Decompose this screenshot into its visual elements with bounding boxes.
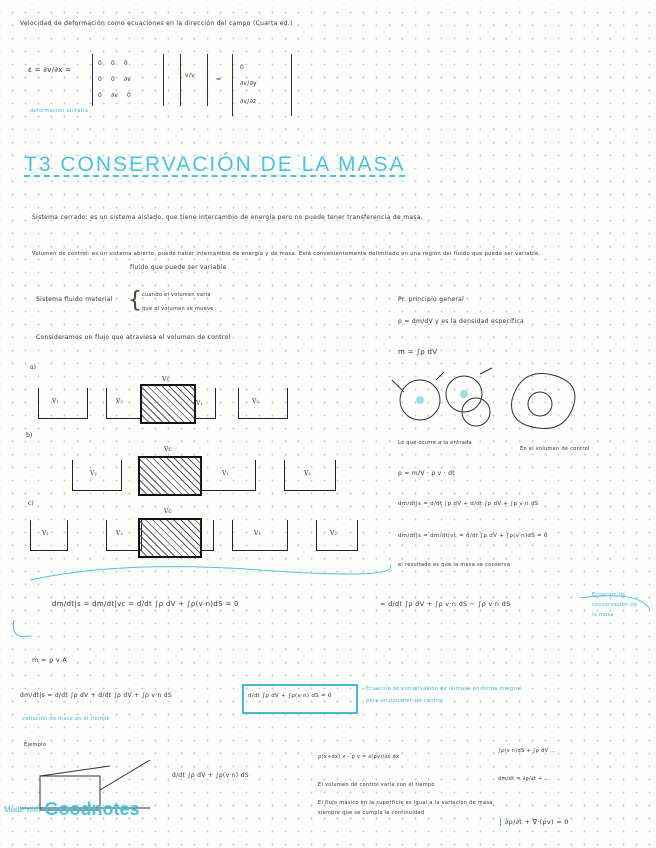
- paragraph-volumen: Volumen de control: es un sistema abierto, puede haber intercambio de energía y de masa. Está convenientemente delimitado en una región del fluido que puede ser variable.: [32, 251, 541, 257]
- equals-sign: =: [216, 76, 222, 83]
- box-c-4-label: V₁: [254, 530, 261, 537]
- box-c-2-label: V₂: [116, 530, 123, 537]
- bottom-right-2: dm/dt = ∂ρ/∂t + ...: [498, 776, 551, 782]
- box-a-vc-label: Vc: [162, 376, 170, 383]
- box-c-5-label: V₂: [330, 530, 337, 537]
- cases-label: Lo que ocurre a la entrada: [398, 440, 472, 446]
- header-text: Velocidad de deformación como ecuaciones en la dirección del campo (Cuarta ed.): [20, 20, 293, 27]
- nota-final: El volumen de control varía con el tiempo: [318, 782, 435, 788]
- box-a-4-label: V₂: [252, 398, 259, 405]
- matrix-row-2: 0 0 ∂v: [98, 76, 132, 83]
- top-formula-lhs: ε̇ = ∂v/∂x =: [28, 66, 72, 74]
- densidad-text: ρ = dm/dV y es la densidad específica: [398, 318, 525, 325]
- goodnotes-watermark: [4, 798, 139, 820]
- brace: {: [128, 288, 143, 313]
- mass-rate: ṁ = ρ v A: [32, 656, 68, 664]
- bloque-azul: Ecuación de conservación de la masa en forma integral: [366, 686, 522, 692]
- matrix-row-3: 0 ∂v 0: [98, 92, 132, 99]
- main-eq: dm/dt|s = dm/dt|vc = d/dt ∫ρ dV + ∫ρ(v·n)dS = 0: [398, 533, 548, 539]
- page-title: T3 CONSERVACIÓN DE LA MASA: [24, 153, 406, 176]
- side-note-2: conservación de: [592, 602, 638, 608]
- case-c-label: c): [28, 500, 34, 507]
- case2-label: En el volumen de control: [520, 446, 590, 452]
- box-b-1-label: V₂: [90, 470, 97, 477]
- watermark-small: Made with: [4, 804, 41, 814]
- sistema-opcion-1: cuando el volumen varía: [142, 292, 211, 298]
- nota-lateral: variación de masa en el tiempo: [22, 716, 110, 722]
- paragraph-volumen-cont: fluido que puede ser variable: [130, 264, 227, 271]
- paragraph-sistema: Sistema cerrado: es un sistema aislado, que tiene intercambio de energía pero no puede tener transferencia de masa.: [32, 214, 423, 221]
- vector-entries: v/v: [185, 72, 196, 79]
- box-b-3-label: V₂: [304, 470, 311, 477]
- flow-sketch-highlights: [416, 390, 468, 404]
- bottom-mid-eq: d/dt ∫ρ dV + ∫ρ(v·n) dS: [172, 772, 249, 779]
- result-row-1: 0: [240, 64, 245, 71]
- big-eq-right: = d/dt ∫ρ dV + ∫ρ v·n dS − ∫ρ v·n dS: [380, 600, 511, 608]
- conclusion: El flujo másico en la superficie es igual a la variación de masa: [318, 800, 493, 806]
- side-note-3: la masa: [592, 612, 614, 618]
- conclusion-2: siempre que se cumpla la continuidad: [318, 810, 425, 816]
- case-b-label: b): [26, 432, 33, 439]
- box-b-2-label: V₁: [222, 470, 229, 477]
- side-note-1: Ecuación de: [592, 592, 626, 598]
- blue-swirl-top: [30, 565, 391, 580]
- bottom-right-1: ∫ρ(v·n)dS + ∫ρ dV ...: [498, 748, 556, 754]
- flow-sketch-2: [512, 374, 575, 429]
- box-c-1-label: V₁: [42, 530, 49, 537]
- ejemplo-label: Ejemplo: [24, 742, 47, 748]
- eq-left: dm/dt|s = d/dt ∫ρ dV + d/dt ∫ρ dV + ∫ρ v·n dS: [398, 501, 539, 507]
- box-a-1-label: V₁: [52, 398, 59, 405]
- box-b-vc-label: Vc: [164, 446, 172, 453]
- blue-swirl-right: [580, 596, 650, 610]
- resultado-final: ∂ρ/∂t + ∇·(ρv) = 0: [500, 818, 569, 826]
- result-row-2: ∂v/∂y: [240, 80, 257, 87]
- case-a-label: a): [30, 364, 36, 371]
- rho-def: ρ = m/V · ρ v · dt: [398, 470, 455, 477]
- masa-integral: m = ∫ρ dV: [398, 348, 438, 356]
- box-a-3-label: V₁: [196, 400, 203, 407]
- principio-text: Pr. principio general: [398, 296, 465, 303]
- ecuacion-diferencial: ρ(x+dx) v - ρ v = ∂(ρv)/∂x dx: [318, 754, 400, 760]
- blue-swirl-left: [13, 620, 30, 637]
- bloque-azul-2: para un volumen de control: [366, 698, 444, 704]
- considera-text: Consideramos un flujo que atraviesa el volumen de control: [36, 334, 231, 341]
- resultado-text: el resultado es que la masa se conserva: [398, 562, 511, 568]
- result-row-3: ∂v/∂z: [240, 98, 257, 105]
- watermark-big: Goodnotes: [44, 798, 140, 819]
- top-formula-note: deformación unitaria: [30, 108, 89, 114]
- row-eq-left: dm/dt|s = d/dt ∫ρ dV + d/dt ∫ρ dV + ∫ρ v·n dS: [20, 692, 172, 699]
- sistema-opcion-2: que el volumen se mueve: [142, 306, 214, 312]
- flow-sketch-1: [392, 368, 492, 426]
- matrix-row-1: 0 0 0: [98, 60, 129, 67]
- big-eq-left: dm/dt|s = dm/dt|vc = d/dt ∫ρ dV + ∫ρ(v·n)dS = 0: [52, 600, 239, 608]
- boxed-equation: d/dt ∫ρ dV + ∫ρ(v·n) dS = 0: [248, 693, 332, 699]
- box-c-vc-label: Vc: [164, 508, 172, 515]
- box-a-2-label: V₂: [116, 398, 123, 405]
- sistema-material: Sistema fluido material: [36, 296, 113, 303]
